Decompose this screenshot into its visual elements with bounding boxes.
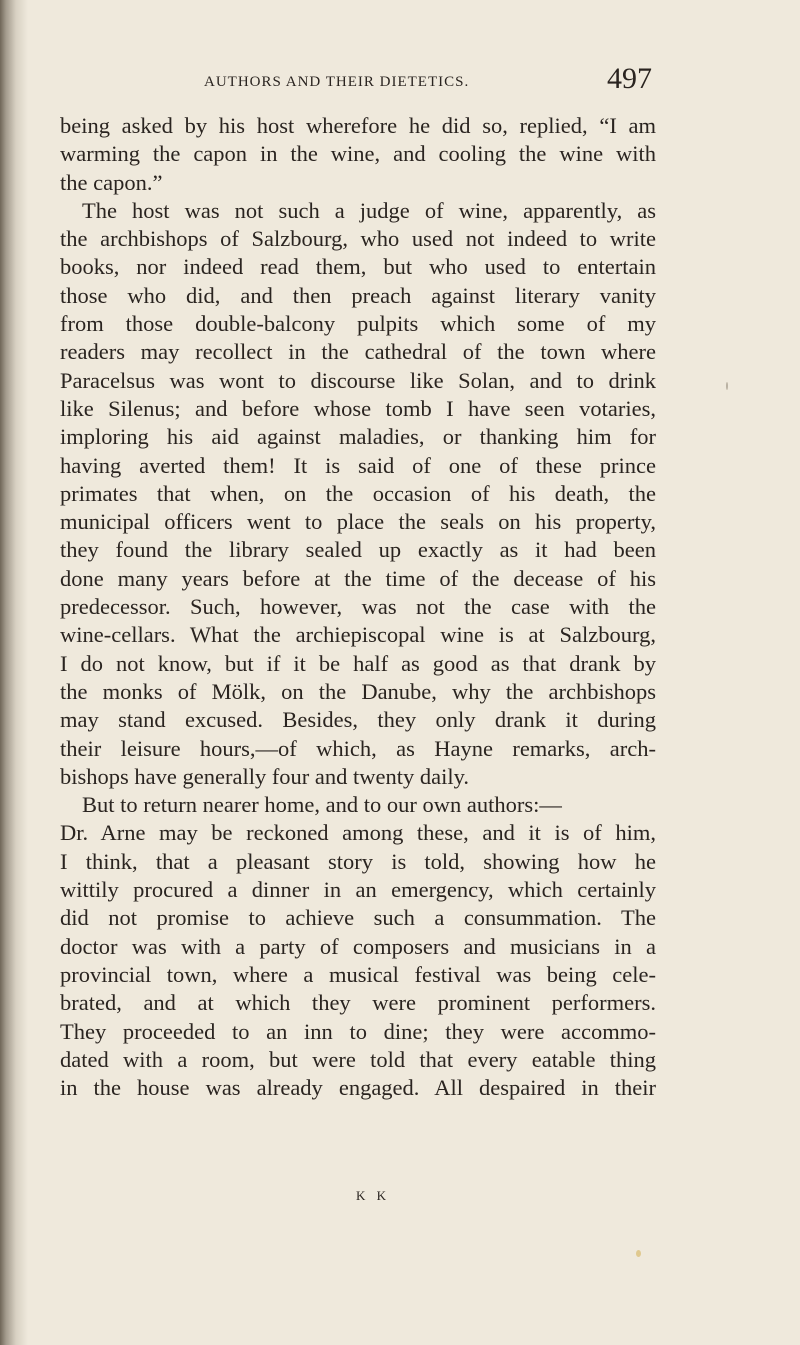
text-line: from those double-balcony pulpits which some of my: [60, 311, 656, 337]
paper-speck: [726, 382, 728, 390]
text-line: wittily procured a dinner in an emergency, which certainly: [60, 877, 656, 903]
running-head: AUTHORS AND THEIR DIETETICS.: [204, 74, 470, 90]
text-line: the monks of Mölk, on the Danube, why the archbishops: [60, 678, 656, 704]
text-line: books, nor indeed read them, but who used to entertain: [60, 254, 656, 280]
text-line: bishops have generally four and twenty daily.: [60, 763, 470, 789]
text-line: But to return nearer home, and to our own authors:—: [82, 792, 562, 818]
body-text: [60, 112, 656, 1102]
text-line: in the house was already engaged. All despaired in their: [60, 1075, 656, 1101]
text-line: their leisure hours,—of which, as Hayne remarks, arch-: [60, 735, 656, 761]
text-line: like Silenus; and before whose tomb I have seen votaries,: [60, 395, 656, 421]
text-line: provincial town, where a musical festival was being cele-: [60, 961, 656, 987]
page-number: 497: [607, 62, 652, 95]
text-line: municipal officers went to place the seals on his property,: [60, 509, 656, 535]
text-line: readers may recollect in the cathedral of the town where: [60, 339, 656, 365]
paper-speck: [636, 1250, 641, 1257]
text-line: the capon.”: [60, 169, 163, 195]
text-line: predecessor. Such, however, was not the case with the: [60, 594, 656, 620]
text-line: having averted them! It is said of one of these prince: [60, 452, 656, 478]
text-line: the archbishops of Salzbourg, who used not indeed to write: [60, 226, 656, 252]
text-line: Paracelsus was wont to discourse like Solan, and to drink: [60, 367, 656, 393]
text-line: primates that when, on the occasion of his death, the: [60, 480, 656, 506]
text-line: wine-cellars. What the archiepiscopal wine is at Salzbourg,: [60, 622, 656, 648]
signature-mark: K K: [356, 1188, 391, 1203]
text-line: dated with a room, but were told that every eatable thing: [60, 1046, 656, 1072]
text-line: those who did, and then preach against literary vanity: [60, 282, 656, 308]
text-line: may stand excused. Besides, they only drank it during: [60, 707, 656, 733]
text-line: They proceeded to an inn to dine; they were accommo-: [60, 1018, 656, 1044]
text-line: they found the library sealed up exactly as it had been: [60, 537, 656, 563]
page-header: [204, 62, 652, 102]
text-line: imploring his aid against maladies, or thanking him for: [60, 424, 656, 450]
binding-gutter: [0, 0, 28, 1345]
text-line: doctor was with a party of composers and musicians in a: [60, 933, 656, 959]
text-line: brated, and at which they were prominent performers.: [60, 990, 656, 1016]
text-line: I do not know, but if it be half as good as that drank by: [60, 650, 656, 676]
text-line: I think, that a pleasant story is told, showing how he: [60, 848, 656, 874]
text-line: warming the capon in the wine, and cooling the wine with: [60, 141, 656, 167]
text-line: The host was not such a judge of wine, apparently, as: [82, 197, 656, 223]
text-line: done many years before at the time of the decease of his: [60, 565, 656, 591]
text-line: did not promise to achieve such a consummation. The: [60, 905, 656, 931]
text-line: being asked by his host wherefore he did so, replied, “I am: [60, 113, 656, 138]
text-line: Dr. Arne may be reckoned among these, and it is of him,: [60, 820, 656, 846]
